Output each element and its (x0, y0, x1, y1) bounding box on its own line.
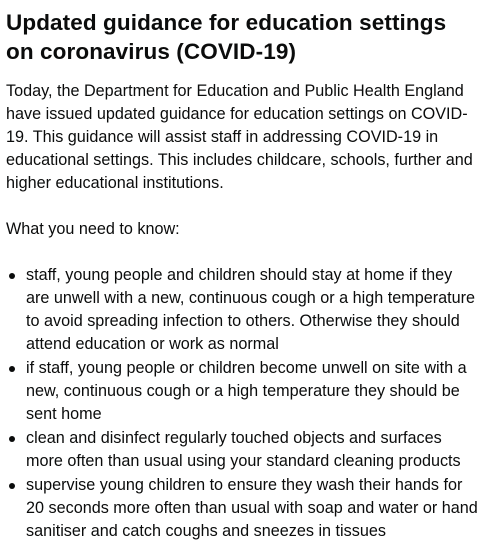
list-item (6, 357, 480, 426)
bullet-icon (9, 366, 15, 372)
bullet-icon (9, 483, 15, 489)
list-item (6, 264, 480, 356)
list-item-text: supervise young children to ensure they wash their hands for 20 seconds more often than usual with soap and water or hand sanitiser and catch coughs and sneezes in tissues (26, 476, 478, 540)
bullet-icon (9, 436, 15, 442)
list-item-text: if staff, young people or children become unwell on site with a new, continuous cough or a high temperature they should be sent home (26, 359, 467, 423)
bullet-icon (9, 273, 15, 279)
list-item (6, 427, 480, 473)
bullet-list (6, 264, 480, 543)
intro-paragraph: Today, the Department for Education and Public Health England have issued updated guidance for education settings on COVID-19. This guidance will assist staff in addressing COVID-19 in educational settings. This includes childcare, schools, further and higher educational institutions. (6, 82, 473, 192)
lead-text: What you need to know: (6, 220, 180, 238)
list-item-text: staff, young people and children should stay at home if they are unwell with a new, continuous cough or a high temperature to avoid spreading infection to others. Otherwise they should attend education or work as normal (26, 266, 476, 353)
article-title: Updated guidance for education settings on coronavirus (COVID-19) (6, 10, 447, 64)
list-item-text: clean and disinfect regularly touched objects and surfaces more often than usual using your standard cleaning products (26, 429, 461, 470)
list-item (6, 474, 480, 543)
